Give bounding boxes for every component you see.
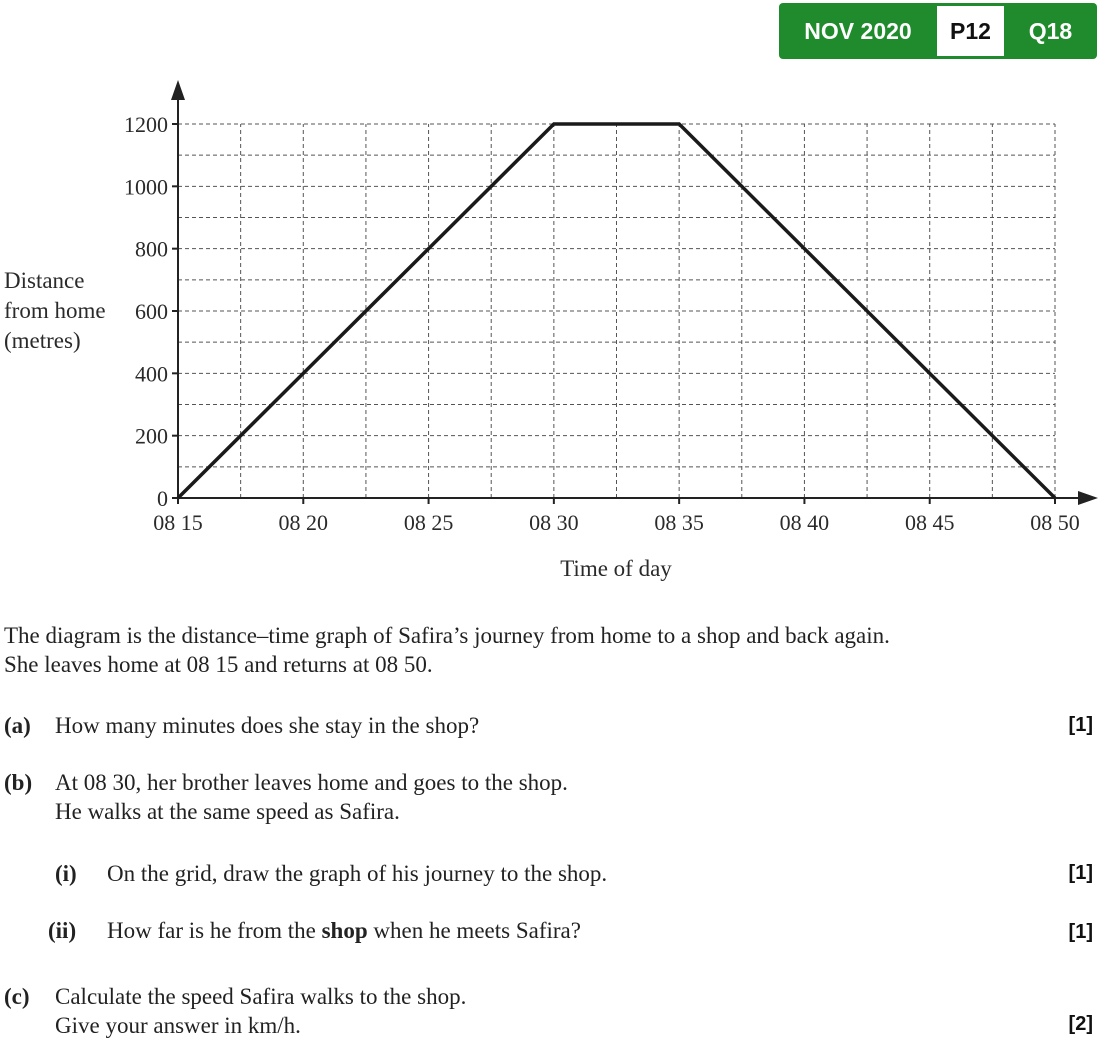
distance-time-graph [0, 70, 1100, 590]
part-a-marks: [1] [1068, 714, 1093, 736]
x-tick-label: 08 40 [779, 510, 830, 535]
part-c-text-2: Give your answer in km/h. [55, 1013, 301, 1038]
y-axis-title-line: from home [4, 298, 106, 323]
part-b-ii-text [107, 916, 581, 945]
exam-reference-badge [779, 3, 1097, 59]
y-tick-label: 200 [135, 423, 168, 449]
x-tick-label: 08 45 [904, 510, 955, 535]
part-b-label: (b) [4, 770, 33, 795]
intro-line-2: She leaves home at 08 15 and returns at 08 50. [4, 652, 433, 677]
paper-number-label: P12 [937, 6, 1004, 56]
y-axis-arrowhead [171, 80, 185, 100]
part-b-ii-text-after: when he meets Safira? [373, 918, 581, 943]
part-c-marks: [2] [1068, 1013, 1093, 1035]
part-b-i-label: (i) [55, 861, 77, 886]
chart-axes [171, 80, 1098, 505]
y-tick-label: 0 [157, 486, 168, 511]
part-a-text: How many minutes does she stay in the shop? [55, 713, 480, 738]
chart-grid [178, 124, 1055, 498]
x-tick-label: 08 20 [278, 510, 329, 535]
y-axis-title-line: Distance [4, 268, 85, 293]
y-tick-label: 800 [135, 236, 168, 262]
y-axis-title [4, 268, 106, 353]
x-tick-label: 08 35 [654, 510, 704, 535]
x-tick-label: 08 30 [529, 510, 579, 535]
part-b-ii-label: (ii) [48, 918, 77, 943]
x-tick-label: 08 25 [403, 510, 454, 535]
part-b-i-text: On the grid, draw the graph of his journey to the shop. [107, 861, 608, 886]
part-b-text-1: At 08 30, her brother leaves home and goes to the shop. [55, 770, 568, 795]
part-a-label: (a) [4, 713, 31, 738]
y-tick-label: 1200 [124, 112, 168, 137]
x-tick-label: 08 15 [153, 510, 203, 535]
part-b-ii-text-bold: shop [321, 918, 368, 943]
x-axis-arrowhead [1078, 491, 1098, 505]
intro-line-1: The diagram is the distance–time graph of Safira’s journey from home to a shop and back again. [4, 623, 890, 648]
y-tick-label: 600 [135, 299, 168, 324]
question-number-label: Q18 [1028, 18, 1073, 44]
x-axis-ticks [153, 498, 1080, 535]
y-tick-label: 1000 [124, 174, 168, 200]
y-tick-label: 400 [135, 361, 168, 387]
part-b-i-marks: [1] [1068, 862, 1093, 884]
part-c-label: (c) [4, 984, 30, 1009]
y-axis-ticks [124, 112, 178, 511]
x-axis-title: Time of day [560, 556, 672, 581]
exam-date-label: NOV 2020 [804, 18, 912, 44]
x-tick-label: 08 50 [1030, 510, 1080, 535]
y-axis-title-line: (metres) [4, 328, 81, 353]
part-c-text-1: Calculate the speed Safira walks to the shop. [55, 984, 467, 1009]
part-b-ii-marks: [1] [1068, 921, 1093, 943]
part-b-text-2: He walks at the same speed as Safira. [55, 799, 400, 824]
part-b-ii-text-before: How far is he from the [107, 918, 316, 943]
